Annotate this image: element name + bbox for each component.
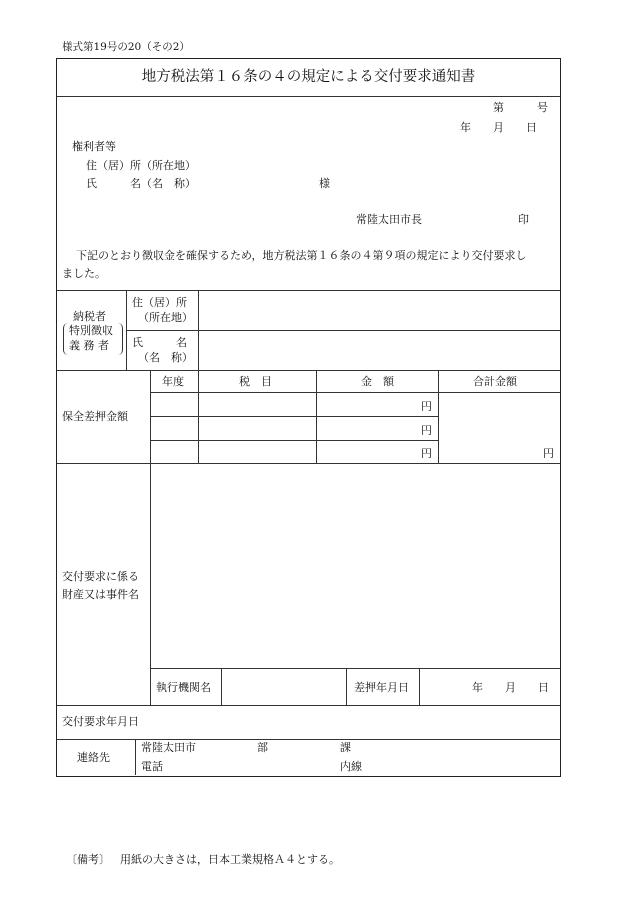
contact-section: 課: [340, 741, 351, 754]
contact-phone: 電話: [141, 760, 163, 773]
column-year: 年度: [162, 375, 184, 388]
seizure-date-fields: 年 月 日: [472, 681, 549, 694]
agency-divider-2: [346, 668, 347, 705]
property-label-line1: 交付要求に係る: [62, 570, 139, 583]
contact-top-border: [57, 739, 560, 740]
request-date-label: 交付要求年月日: [62, 715, 139, 728]
agency-row-top-border: [150, 668, 560, 669]
agency-label: 執行機関名: [156, 681, 211, 694]
contact-extension: 内線: [340, 760, 362, 773]
property-label-line2: 財産又は事件名: [62, 588, 139, 601]
seizure-row-border-2: [150, 440, 438, 441]
contact-label: 連絡先: [77, 751, 110, 764]
agency-divider-3: [419, 668, 420, 705]
taxpayer-label: 納税者: [73, 310, 106, 323]
honorific-sama: 様: [319, 177, 330, 190]
agency-divider-1: [221, 668, 222, 705]
taxpayer-top-border: [57, 290, 560, 291]
contact-divider: [135, 739, 136, 775]
body-text-line1: 下記のとおり徴収金を確保するため，地方税法第１６条の４第９項の規定により交付要求し: [76, 249, 527, 262]
form-number: 様式第19号の20（その2）: [62, 41, 190, 53]
seizure-label: 保全差押金額: [62, 410, 128, 423]
issue-date-label: 年 月 日: [460, 121, 537, 134]
yen-row3: 円: [421, 447, 432, 460]
special-collector-line2: 義 務 者: [69, 339, 109, 352]
taxpayer-middle-border: [126, 330, 560, 331]
property-top-border: [57, 463, 560, 464]
yen-row1: 円: [421, 400, 432, 413]
contact-city: 常陸太田市: [141, 741, 196, 754]
note-text: 用紙の大きさは，日本工業規格Ａ４とする。: [120, 853, 340, 866]
taxpayer-name-line2: （名 称）: [138, 351, 193, 364]
seizure-col-divider-3: [438, 370, 439, 463]
taxpayer-name-line1: 氏 名: [132, 336, 187, 349]
document-number-label: 第 号: [493, 101, 548, 114]
mayor-label: 常陸太田市長: [356, 213, 422, 226]
note-label: 〔備考〕: [66, 853, 110, 866]
column-tax-item: 税 目: [239, 375, 272, 388]
request-date-top-border: [57, 705, 560, 706]
rights-holder-label: 権利者等: [72, 140, 116, 153]
yen-row2: 円: [421, 424, 432, 437]
column-amount: 金 額: [361, 375, 394, 388]
seizure-top-border: [57, 370, 560, 371]
holder-name-label: 氏 名（名 称）: [86, 177, 196, 190]
label-column-divider: [150, 370, 151, 705]
yen-total: 円: [543, 447, 554, 460]
title-divider: [57, 96, 560, 97]
holder-address-label: 住（居）所（所在地）: [86, 159, 196, 172]
taxpayer-address-line1: 住（居）所: [132, 296, 187, 309]
contact-department: 部: [257, 741, 268, 754]
special-collector-line1: 特別徴収: [69, 324, 113, 337]
seizure-date-label: 差押年月日: [354, 681, 409, 694]
seizure-row-border-1: [150, 416, 438, 417]
seal-label: 印: [518, 213, 529, 226]
seizure-header-border: [150, 392, 560, 393]
column-total: 合計金額: [473, 375, 517, 388]
taxpayer-address-line2: （所在地）: [138, 311, 193, 324]
body-text-line2: ました。: [62, 267, 106, 280]
form-title: 地方税法第１６条の４の規定による交付要求通知書: [141, 69, 476, 85]
